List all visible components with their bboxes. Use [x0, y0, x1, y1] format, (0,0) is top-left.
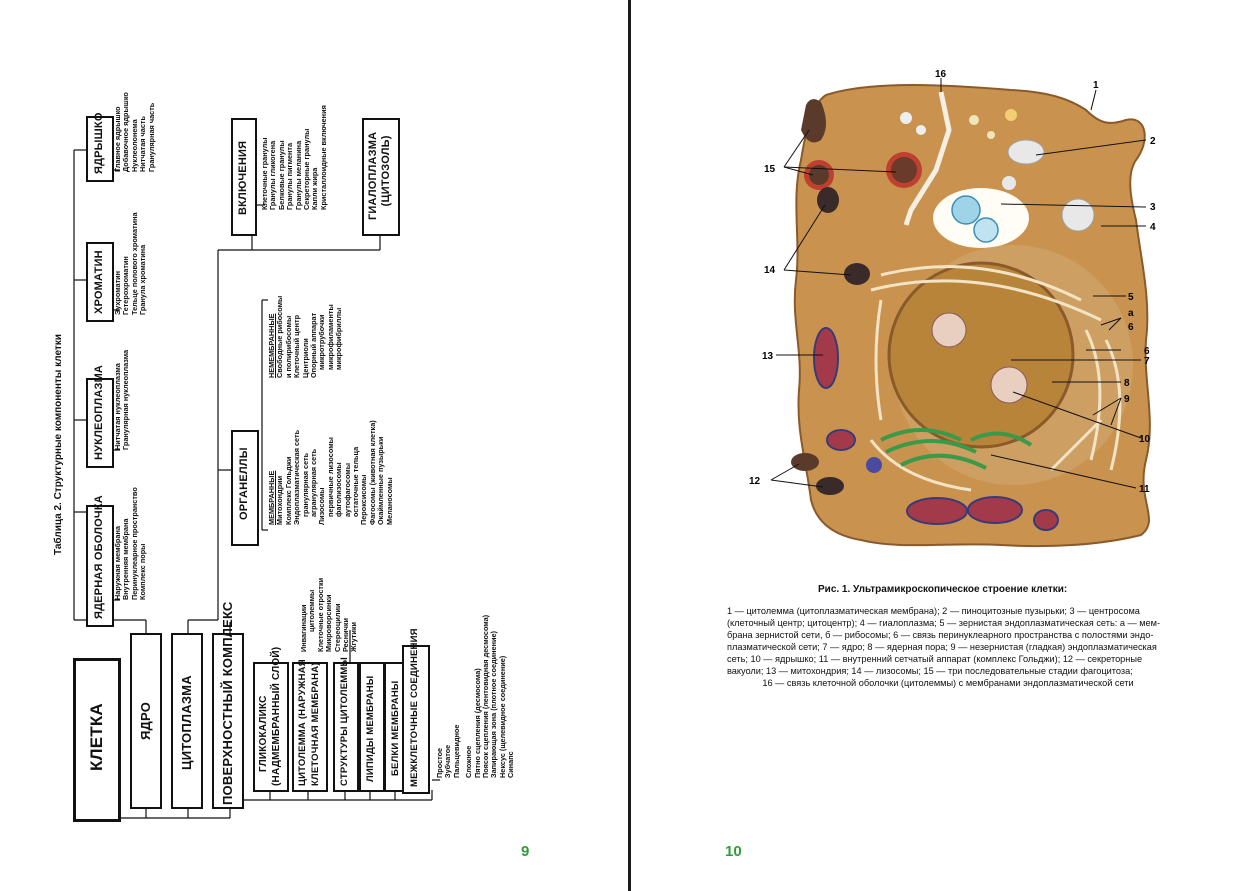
lysosome	[816, 477, 844, 495]
box-organelles: ОРГАНЕЛЛЫ	[231, 430, 259, 546]
list-nucleoplasm: Нитчатая нуклеоплазма Гранулярная нуклеоплазма	[113, 349, 131, 450]
label-10: 10	[1139, 434, 1151, 445]
label-6b: 6	[1144, 346, 1150, 357]
box-chromatin: ХРОМАТИН	[86, 242, 114, 322]
label-5: 5	[1128, 292, 1134, 303]
box-membrane-lipids: ЛИПИДЫ МЕМБРАНЫ	[359, 662, 385, 792]
left-page	[0, 0, 628, 891]
lysosome	[844, 263, 870, 285]
label-1: 1	[1093, 80, 1099, 91]
vesicle	[987, 131, 995, 139]
box-glycocalyx: ГЛИКОКАЛИКС (НАДМЕМБРАННЫЙ СЛОЙ)	[253, 662, 289, 792]
box-cytolemma-structures: СТРУКТУРЫ ЦИТОЛЕММЫ	[333, 662, 359, 792]
table-title: Таблица 2. Структурные компоненты клетки	[53, 334, 64, 555]
list-nuclear-envelope: Наружная мембрана Внутренняя мембрана Перинуклеарное пространство Комплекс поры	[113, 487, 148, 600]
list-cytolemma-structures: Инвагинации цитолеммы Клеточные отростки Микроворсинки Стереоцилии Реснички Жгутики	[299, 577, 359, 652]
nucleolus	[991, 367, 1027, 403]
box-nuclear-envelope: ЯДЕРНАЯ ОБОЛОЧКА	[86, 505, 114, 627]
list-nucleolus: Главное ядрышко Добавочное ядрышко Нуклеолонема Нитчатая часть Гранулярная часть	[113, 92, 156, 172]
label-15: 15	[764, 164, 776, 175]
label-2: 2	[1150, 136, 1156, 147]
label-9: 9	[1124, 394, 1130, 405]
box-hyaloplasm: ГИАЛОПЛАЗМА (ЦИТОЗОЛЬ)	[362, 118, 400, 236]
vesicle	[1005, 109, 1017, 121]
box-nucleolus: ЯДРЫШКО	[86, 116, 114, 182]
box-cell-root: КЛЕТКА	[73, 658, 121, 822]
centriole-1	[952, 196, 980, 224]
box-cytoplasm: ЦИТОПЛАЗМА	[171, 633, 203, 809]
list-intercellular-junctions: Простое Зубчатое Пальцевидное Сложное Пятно сцепления (десмосома) Поясок сцепления (лентовидная десмосома) Запирающая зона (плотное соединение) Нексус (щелевидное соединение) Синапс	[435, 614, 516, 778]
list-inclusions: Клеточные гранулы Гранулы гликогена Белковые гранулы Гранулы пигмента Гранулы меланина Секреторные гранулы Капли жира Кристаллоидные включения	[260, 105, 328, 210]
label-3: 3	[1150, 202, 1156, 213]
label-6a: 6	[1128, 322, 1134, 333]
figure-caption: 1 — цитолемма (цитоплазматическая мембрана); 2 — пиноцитозные пузырьки; 3 — центросома (клеточный центр; цитоцентр); 4 — гиалоплазма; 5 — зернистая эндоплазматическая сеть: а — мем- брана зернистой сети, б — рибосомы; 6 — связь перинуклеарного пространства с полостями эндо- плазматической сети; 7 — ядро; 8 — ядерная пора; 9 — незернистая (гладкая) эндоплазматическая сеть; 10 — ядрышко; 11 — внутренний сетчатый аппарат (комплекс Гольджи); 12 — секреторные вакуоли; 13 — митохондрия; 14 — лизосомы; 15 — три последовательные стадии фагоцитоза; 16 — связь клеточной оболочки (цитолеммы) с мембранами эндоплазматической сети	[727, 606, 1161, 688]
vesicle	[1062, 199, 1094, 231]
label-7: 7	[1144, 356, 1150, 367]
box-intercellular-junctions: МЕЖКЛЕТОЧНЫЕ СОЕДИНЕНИЯ	[402, 645, 430, 794]
vesicle	[1002, 176, 1016, 190]
vesicle	[1008, 140, 1044, 164]
nucleolus	[932, 313, 966, 347]
label-16: 16	[935, 69, 947, 80]
cell-illustration	[631, 0, 1257, 891]
label-11: 11	[1139, 484, 1150, 495]
box-cytolemma: ЦИТОЛЕММА (НАРУЖНАЯ КЛЕТОЧНАЯ МЕМБРАНА)	[292, 662, 328, 792]
right-page	[631, 0, 1257, 891]
label-4: 4	[1150, 222, 1156, 233]
label-13: 13	[762, 351, 774, 362]
label-14: 14	[764, 265, 776, 276]
list-membrane-organelles: МЕМБРАННЫЕ Митохондрии Комплекс Гольджи Эндоплазматическая сеть гранулярная сеть агранулярная сеть Лизосомы первичные лизосомы фаголизосомы аутофагосомы остаточные тельца Пероксисомы Фагосомы (животная клетка) Окаймленные пузырьки Меланосомы	[267, 420, 394, 525]
box-inclusions: ВКЛЮЧЕНИЯ	[231, 118, 257, 236]
list-chromatin: Эухроматин Гетерохроматин Тельце полового хроматина Гранула хроматина	[113, 212, 148, 315]
vesicle	[969, 115, 979, 125]
list-non-membrane-organelles: НЕМЕМБРАННЫЕ Свободные рибосомы и полирибосомы Клеточный центр Центриоли Опорный аппарат микротрубочки микрофиламенты микрофибриллы	[267, 295, 344, 378]
box-nucleus: ЯДРО	[130, 633, 162, 809]
centriole-2	[974, 218, 998, 242]
box-membrane-proteins: БЕЛКИ МЕМБРАНЫ	[384, 662, 410, 792]
lysosome	[791, 453, 819, 471]
box-nucleoplasm: НУКЛЕОПЛАЗМА	[86, 378, 114, 468]
label-12: 12	[749, 476, 761, 487]
label-a: а	[1128, 308, 1134, 319]
lysosome	[817, 187, 839, 213]
vesicle	[900, 112, 912, 124]
label-8: 8	[1124, 378, 1130, 389]
page-number-right: 10	[725, 843, 742, 860]
secretory-granule	[866, 457, 882, 473]
box-surface-complex: ПОВЕРХНОСТНЫЙ КОМПЛЕКС	[212, 633, 244, 809]
figure-title: Рис. 1. Ультрамикроскопическое строение клетки:	[818, 584, 1068, 595]
nucleus-core	[889, 263, 1073, 447]
page-number-left: 9	[521, 843, 530, 860]
vesicle	[916, 125, 926, 135]
